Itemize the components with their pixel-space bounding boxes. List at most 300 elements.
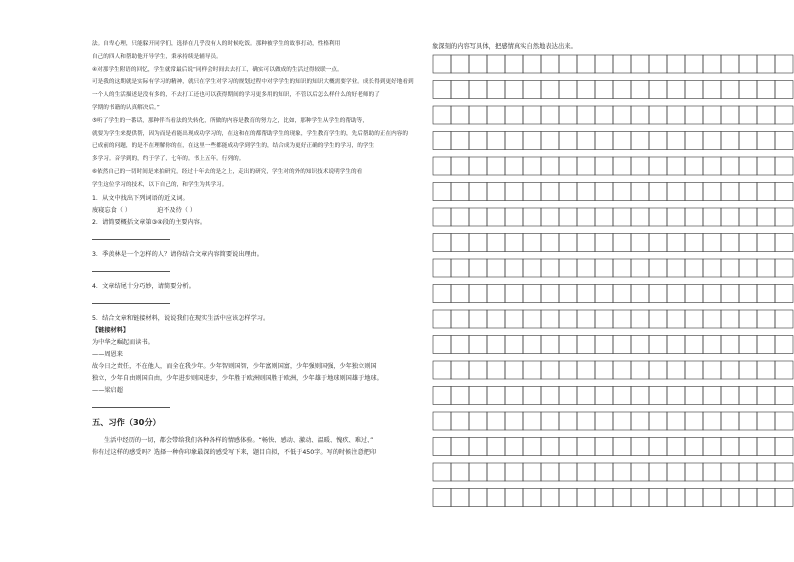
grid-cell[interactable]	[523, 55, 541, 73]
grid-cell[interactable]	[667, 81, 685, 99]
grid-cell[interactable]	[523, 208, 541, 226]
grid-cell[interactable]	[487, 310, 505, 328]
grid-cell[interactable]	[631, 259, 649, 277]
grid-cell[interactable]	[505, 412, 523, 430]
grid-cell[interactable]	[469, 259, 487, 277]
grid-cell[interactable]	[595, 285, 613, 303]
grid-cell[interactable]	[757, 489, 775, 507]
grid-cell[interactable]	[577, 336, 595, 354]
grid-cell[interactable]	[667, 489, 685, 507]
grid-cell[interactable]	[595, 234, 613, 252]
grid-cell[interactable]	[613, 310, 631, 328]
grid-cell[interactable]	[613, 463, 631, 481]
grid-cell[interactable]	[523, 387, 541, 405]
grid-cell[interactable]	[703, 412, 721, 430]
grid-cell[interactable]	[685, 336, 703, 354]
grid-cell[interactable]	[541, 234, 559, 252]
grid-cell[interactable]	[685, 157, 703, 175]
grid-cell[interactable]	[523, 259, 541, 277]
grid-cell[interactable]	[595, 310, 613, 328]
grid-cell[interactable]	[703, 259, 721, 277]
grid-cell[interactable]	[559, 106, 577, 124]
grid-cell[interactable]	[577, 361, 595, 379]
grid-cell[interactable]	[649, 412, 667, 430]
grid-cell[interactable]	[757, 310, 775, 328]
grid-cell[interactable]	[739, 463, 757, 481]
grid-cell[interactable]	[649, 132, 667, 150]
grid-cell[interactable]	[595, 489, 613, 507]
grid-cell[interactable]	[523, 132, 541, 150]
grid-cell[interactable]	[703, 285, 721, 303]
grid-cell[interactable]	[577, 310, 595, 328]
grid-cell[interactable]	[775, 438, 793, 456]
grid-cell[interactable]	[559, 387, 577, 405]
grid-cell[interactable]	[703, 208, 721, 226]
grid-cell[interactable]	[667, 183, 685, 201]
grid-cell[interactable]	[757, 81, 775, 99]
grid-cell[interactable]	[505, 132, 523, 150]
grid-cell[interactable]	[613, 259, 631, 277]
grid-cell[interactable]	[469, 361, 487, 379]
grid-cell[interactable]	[667, 55, 685, 73]
grid-cell[interactable]	[703, 157, 721, 175]
grid-cell[interactable]	[631, 106, 649, 124]
grid-cell[interactable]	[757, 387, 775, 405]
grid-cell[interactable]	[721, 106, 739, 124]
grid-cell[interactable]	[541, 132, 559, 150]
grid-cell[interactable]	[721, 489, 739, 507]
grid-cell[interactable]	[577, 234, 595, 252]
grid-cell[interactable]	[523, 81, 541, 99]
grid-cell[interactable]	[451, 81, 469, 99]
grid-cell[interactable]	[595, 361, 613, 379]
grid-cell[interactable]	[559, 208, 577, 226]
grid-cell[interactable]	[757, 208, 775, 226]
grid-cell[interactable]	[739, 438, 757, 456]
grid-cell[interactable]	[739, 183, 757, 201]
grid-cell[interactable]	[685, 489, 703, 507]
grid-cell[interactable]	[703, 106, 721, 124]
grid-cell[interactable]	[541, 259, 559, 277]
grid-cell[interactable]	[487, 106, 505, 124]
grid-cell[interactable]	[505, 438, 523, 456]
grid-cell[interactable]	[739, 336, 757, 354]
grid-cell[interactable]	[541, 157, 559, 175]
grid-cell[interactable]	[523, 285, 541, 303]
grid-cell[interactable]	[487, 387, 505, 405]
grid-cell[interactable]	[739, 132, 757, 150]
grid-cell[interactable]	[523, 438, 541, 456]
grid-cell[interactable]	[541, 285, 559, 303]
grid-cell[interactable]	[523, 489, 541, 507]
grid-cell[interactable]	[739, 157, 757, 175]
grid-cell[interactable]	[739, 208, 757, 226]
grid-cell[interactable]	[631, 463, 649, 481]
grid-cell[interactable]	[613, 234, 631, 252]
grid-cell[interactable]	[595, 259, 613, 277]
grid-cell[interactable]	[721, 132, 739, 150]
grid-cell[interactable]	[757, 259, 775, 277]
grid-cell[interactable]	[505, 157, 523, 175]
grid-cell[interactable]	[433, 132, 451, 150]
grid-cell[interactable]	[775, 361, 793, 379]
grid-cell[interactable]	[451, 438, 469, 456]
grid-cell[interactable]	[451, 310, 469, 328]
grid-cell[interactable]	[757, 106, 775, 124]
grid-cell[interactable]	[721, 438, 739, 456]
grid-cell[interactable]	[559, 55, 577, 73]
grid-cell[interactable]	[505, 81, 523, 99]
grid-cell[interactable]	[577, 489, 595, 507]
grid-cell[interactable]	[667, 310, 685, 328]
grid-cell[interactable]	[595, 157, 613, 175]
grid-cell[interactable]	[559, 361, 577, 379]
grid-cell[interactable]	[685, 234, 703, 252]
grid-cell[interactable]	[667, 438, 685, 456]
grid-cell[interactable]	[631, 285, 649, 303]
grid-cell[interactable]	[487, 412, 505, 430]
grid-cell[interactable]	[667, 234, 685, 252]
grid-cell[interactable]	[649, 387, 667, 405]
grid-cell[interactable]	[469, 208, 487, 226]
grid-cell[interactable]	[433, 285, 451, 303]
grid-cell[interactable]	[505, 183, 523, 201]
grid-cell[interactable]	[739, 310, 757, 328]
grid-cell[interactable]	[451, 387, 469, 405]
grid-cell[interactable]	[775, 387, 793, 405]
grid-cell[interactable]	[685, 183, 703, 201]
grid-cell[interactable]	[613, 361, 631, 379]
grid-cell[interactable]	[541, 387, 559, 405]
grid-cell[interactable]	[595, 438, 613, 456]
grid-cell[interactable]	[595, 81, 613, 99]
grid-cell[interactable]	[721, 336, 739, 354]
grid-cell[interactable]	[667, 387, 685, 405]
grid-cell[interactable]	[685, 438, 703, 456]
grid-cell[interactable]	[757, 361, 775, 379]
grid-cell[interactable]	[595, 106, 613, 124]
grid-cell[interactable]	[451, 361, 469, 379]
grid-cell[interactable]	[577, 463, 595, 481]
grid-cell[interactable]	[577, 55, 595, 73]
grid-cell[interactable]	[469, 183, 487, 201]
grid-cell[interactable]	[523, 234, 541, 252]
grid-cell[interactable]	[505, 463, 523, 481]
grid-cell[interactable]	[487, 132, 505, 150]
grid-cell[interactable]	[433, 157, 451, 175]
grid-cell[interactable]	[613, 412, 631, 430]
grid-cell[interactable]	[505, 387, 523, 405]
grid-cell[interactable]	[685, 81, 703, 99]
grid-cell[interactable]	[541, 81, 559, 99]
grid-cell[interactable]	[685, 208, 703, 226]
grid-cell[interactable]	[757, 285, 775, 303]
grid-cell[interactable]	[775, 132, 793, 150]
grid-cell[interactable]	[577, 438, 595, 456]
grid-cell[interactable]	[685, 132, 703, 150]
grid-cell[interactable]	[613, 387, 631, 405]
grid-cell[interactable]	[613, 157, 631, 175]
grid-cell[interactable]	[685, 463, 703, 481]
grid-cell[interactable]	[559, 412, 577, 430]
composition-grid[interactable]	[432, 54, 794, 516]
grid-cell[interactable]	[613, 285, 631, 303]
grid-cell[interactable]	[631, 157, 649, 175]
grid-cell[interactable]	[523, 412, 541, 430]
grid-cell[interactable]	[577, 285, 595, 303]
grid-cell[interactable]	[487, 208, 505, 226]
grid-cell[interactable]	[487, 463, 505, 481]
grid-cell[interactable]	[541, 310, 559, 328]
grid-cell[interactable]	[559, 336, 577, 354]
grid-cell[interactable]	[667, 208, 685, 226]
grid-cell[interactable]	[541, 55, 559, 73]
grid-cell[interactable]	[631, 208, 649, 226]
grid-cell[interactable]	[469, 285, 487, 303]
grid-cell[interactable]	[469, 438, 487, 456]
grid-cell[interactable]	[631, 361, 649, 379]
grid-cell[interactable]	[595, 387, 613, 405]
grid-cell[interactable]	[775, 285, 793, 303]
grid-cell[interactable]	[757, 234, 775, 252]
grid-cell[interactable]	[541, 438, 559, 456]
grid-cell[interactable]	[487, 234, 505, 252]
grid-cell[interactable]	[451, 463, 469, 481]
grid-cell[interactable]	[505, 55, 523, 73]
grid-cell[interactable]	[685, 310, 703, 328]
grid-cell[interactable]	[721, 463, 739, 481]
grid-cell[interactable]	[433, 310, 451, 328]
grid-cell[interactable]	[577, 387, 595, 405]
grid-cell[interactable]	[739, 489, 757, 507]
grid-cell[interactable]	[541, 361, 559, 379]
grid-cell[interactable]	[541, 336, 559, 354]
grid-cell[interactable]	[487, 438, 505, 456]
grid-cell[interactable]	[613, 81, 631, 99]
grid-cell[interactable]	[775, 412, 793, 430]
grid-cell[interactable]	[469, 463, 487, 481]
grid-cell[interactable]	[631, 81, 649, 99]
grid-cell[interactable]	[433, 81, 451, 99]
grid-cell[interactable]	[595, 463, 613, 481]
grid-cell[interactable]	[577, 208, 595, 226]
grid-cell[interactable]	[775, 463, 793, 481]
grid-cell[interactable]	[487, 55, 505, 73]
grid-cell[interactable]	[523, 106, 541, 124]
grid-cell[interactable]	[703, 438, 721, 456]
grid-cell[interactable]	[631, 132, 649, 150]
grid-cell[interactable]	[541, 463, 559, 481]
grid-cell[interactable]	[523, 157, 541, 175]
grid-cell[interactable]	[433, 208, 451, 226]
grid-cell[interactable]	[775, 55, 793, 73]
grid-cell[interactable]	[469, 387, 487, 405]
grid-cell[interactable]	[451, 489, 469, 507]
grid-cell[interactable]	[703, 387, 721, 405]
grid-cell[interactable]	[721, 234, 739, 252]
answer-line-3[interactable]	[92, 271, 170, 272]
grid-cell[interactable]	[739, 387, 757, 405]
grid-cell[interactable]	[757, 463, 775, 481]
grid-cell[interactable]	[613, 132, 631, 150]
grid-cell[interactable]	[541, 208, 559, 226]
grid-cell[interactable]	[541, 183, 559, 201]
grid-cell[interactable]	[739, 259, 757, 277]
grid-cell[interactable]	[775, 183, 793, 201]
grid-cell[interactable]	[703, 310, 721, 328]
grid-cell[interactable]	[613, 208, 631, 226]
grid-cell[interactable]	[631, 336, 649, 354]
grid-cell[interactable]	[649, 361, 667, 379]
grid-cell[interactable]	[595, 412, 613, 430]
grid-cell[interactable]	[559, 81, 577, 99]
grid-cell[interactable]	[721, 183, 739, 201]
grid-cell[interactable]	[649, 157, 667, 175]
grid-cell[interactable]	[433, 361, 451, 379]
grid-cell[interactable]	[433, 336, 451, 354]
grid-cell[interactable]	[667, 259, 685, 277]
grid-cell[interactable]	[685, 55, 703, 73]
grid-cell[interactable]	[595, 183, 613, 201]
grid-cell[interactable]	[469, 234, 487, 252]
grid-cell[interactable]	[487, 183, 505, 201]
grid-cell[interactable]	[721, 157, 739, 175]
grid-cell[interactable]	[487, 285, 505, 303]
grid-cell[interactable]	[595, 132, 613, 150]
grid-cell[interactable]	[433, 106, 451, 124]
answer-line-4[interactable]	[92, 303, 170, 304]
grid-cell[interactable]	[757, 438, 775, 456]
grid-cell[interactable]	[667, 412, 685, 430]
grid-cell[interactable]	[703, 55, 721, 73]
grid-cell[interactable]	[469, 336, 487, 354]
grid-cell[interactable]	[577, 106, 595, 124]
grid-cell[interactable]	[505, 310, 523, 328]
grid-cell[interactable]	[433, 259, 451, 277]
grid-cell[interactable]	[703, 234, 721, 252]
grid-cell[interactable]	[487, 81, 505, 99]
grid-cell[interactable]	[775, 234, 793, 252]
grid-cell[interactable]	[469, 412, 487, 430]
grid-cell[interactable]	[721, 81, 739, 99]
grid-cell[interactable]	[667, 361, 685, 379]
grid-cell[interactable]	[721, 285, 739, 303]
grid-cell[interactable]	[433, 55, 451, 73]
grid-cell[interactable]	[541, 412, 559, 430]
grid-cell[interactable]	[523, 183, 541, 201]
grid-cell[interactable]	[541, 106, 559, 124]
grid-cell[interactable]	[559, 157, 577, 175]
grid-cell[interactable]	[631, 412, 649, 430]
grid-cell[interactable]	[505, 336, 523, 354]
grid-cell[interactable]	[685, 412, 703, 430]
grid-cell[interactable]	[703, 361, 721, 379]
grid-cell[interactable]	[649, 55, 667, 73]
grid-cell[interactable]	[451, 157, 469, 175]
grid-cell[interactable]	[685, 106, 703, 124]
grid-cell[interactable]	[541, 489, 559, 507]
grid-cell[interactable]	[703, 183, 721, 201]
grid-cell[interactable]	[559, 183, 577, 201]
grid-cell[interactable]	[577, 132, 595, 150]
grid-cell[interactable]	[559, 438, 577, 456]
grid-cell[interactable]	[685, 361, 703, 379]
grid-cell[interactable]	[667, 285, 685, 303]
grid-cell[interactable]	[721, 259, 739, 277]
grid-cell[interactable]	[649, 208, 667, 226]
grid-cell[interactable]	[649, 438, 667, 456]
grid-cell[interactable]	[775, 310, 793, 328]
grid-cell[interactable]	[433, 183, 451, 201]
grid-cell[interactable]	[613, 438, 631, 456]
grid-cell[interactable]	[469, 55, 487, 73]
grid-cell[interactable]	[631, 55, 649, 73]
grid-cell[interactable]	[577, 157, 595, 175]
grid-cell[interactable]	[577, 183, 595, 201]
grid-cell[interactable]	[649, 285, 667, 303]
grid-cell[interactable]	[649, 259, 667, 277]
grid-cell[interactable]	[667, 106, 685, 124]
grid-cell[interactable]	[559, 285, 577, 303]
grid-cell[interactable]	[595, 208, 613, 226]
grid-cell[interactable]	[685, 387, 703, 405]
grid-cell[interactable]	[469, 310, 487, 328]
grid-cell[interactable]	[451, 259, 469, 277]
grid-cell[interactable]	[559, 259, 577, 277]
grid-cell[interactable]	[649, 81, 667, 99]
grid-cell[interactable]	[631, 489, 649, 507]
grid-cell[interactable]	[649, 463, 667, 481]
grid-cell[interactable]	[775, 106, 793, 124]
grid-cell[interactable]	[775, 336, 793, 354]
grid-cell[interactable]	[559, 310, 577, 328]
grid-cell[interactable]	[523, 310, 541, 328]
grid-cell[interactable]	[451, 208, 469, 226]
grid-cell[interactable]	[433, 387, 451, 405]
grid-cell[interactable]	[487, 259, 505, 277]
grid-cell[interactable]	[613, 489, 631, 507]
answer-line-5[interactable]	[92, 407, 170, 408]
grid-cell[interactable]	[757, 132, 775, 150]
grid-cell[interactable]	[451, 285, 469, 303]
grid-cell[interactable]	[433, 463, 451, 481]
grid-cell[interactable]	[757, 336, 775, 354]
grid-cell[interactable]	[739, 106, 757, 124]
grid-cell[interactable]	[739, 361, 757, 379]
grid-cell[interactable]	[721, 55, 739, 73]
grid-cell[interactable]	[703, 463, 721, 481]
grid-cell[interactable]	[487, 157, 505, 175]
grid-cell[interactable]	[721, 361, 739, 379]
grid-cell[interactable]	[523, 463, 541, 481]
grid-cell[interactable]	[667, 463, 685, 481]
grid-cell[interactable]	[613, 106, 631, 124]
grid-cell[interactable]	[703, 81, 721, 99]
grid-cell[interactable]	[757, 183, 775, 201]
grid-cell[interactable]	[433, 412, 451, 430]
grid-cell[interactable]	[631, 310, 649, 328]
grid-cell[interactable]	[451, 412, 469, 430]
grid-cell[interactable]	[757, 55, 775, 73]
grid-cell[interactable]	[649, 489, 667, 507]
grid-cell[interactable]	[451, 234, 469, 252]
grid-cell[interactable]	[505, 106, 523, 124]
grid-cell[interactable]	[451, 55, 469, 73]
grid-cell[interactable]	[595, 55, 613, 73]
grid-cell[interactable]	[469, 81, 487, 99]
grid-cell[interactable]	[487, 489, 505, 507]
grid-cell[interactable]	[703, 489, 721, 507]
